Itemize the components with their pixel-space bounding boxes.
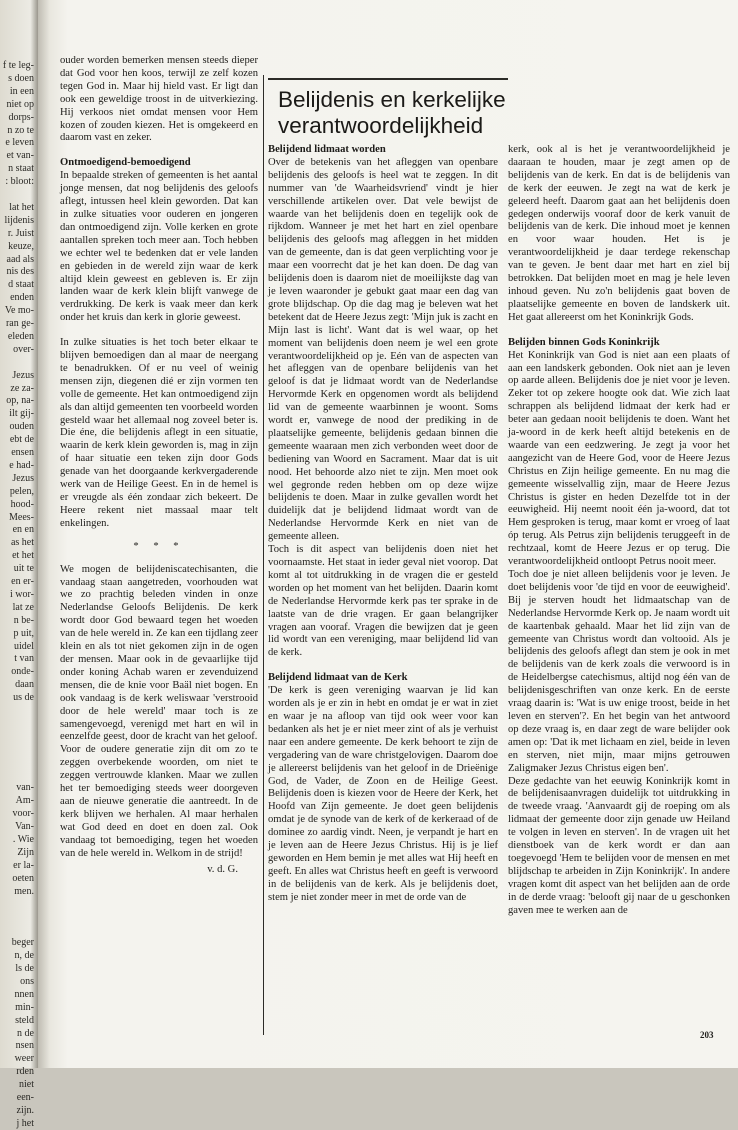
edge-text-fragment: eleden — [7, 330, 34, 342]
column-rule-left — [263, 75, 264, 1035]
edge-text-fragment: Jezus — [12, 472, 34, 484]
article-title: Belijdenis en kerkelijke verantwoordelijkheid — [278, 87, 506, 138]
paragraph: Het Koninkrijk van God is niet aan een plaats of aan een landskerk gebonden. Ook niet aan je leven op aarde alleen. Belijdenis doe je niet voor je leven. Zeker tot op zekere hoogte ook dat. Wie zich laat schrappen als belijdend lidmaat der kerk had er beter aan gedaan nooit belijdenis te doen. Want het ja-woord in de kerk heeft altijd betekenis en de waarde van een eedzwering. Je zegt ja voor het aangezicht van de Heere God, voor de Heere Jezus Christus en Zijn heilige gemeente. En nu mag die gemeente wisselvallig zijn, maar de Heere Jezus Christus is gister en heden Dezelfde tot in der eeuwigheid. Hij neemt nooit één ja-woord, dat tot Hem gesproken is terug, maar komt er vroeg of laat óp terug. Als Petrus zijn belijdenis teruggeeft in de rechtzaal, komt de Heere Jezus er op terug. Die verantwoordelijkheid ontloopt Petrus nooit meer. — [508, 349, 730, 568]
edge-text-fragment: Van- — [15, 821, 34, 833]
edge-text-fragment: r. Juist — [7, 227, 34, 239]
section-heading: Belijdend lidmaat van de Kerk — [268, 672, 408, 684]
edge-text-fragment: hood- — [10, 498, 34, 510]
edge-text-fragment: lat het — [9, 201, 34, 213]
edge-text-fragment: et van- — [6, 150, 34, 162]
section-heading: Belijden binnen Gods Koninkrijk — [508, 336, 660, 348]
edge-text-fragment: n de — [17, 1027, 34, 1039]
section-heading: Belijdend lidmaat worden — [268, 144, 386, 155]
edge-text-fragment: over- — [13, 343, 34, 355]
edge-text-fragment: Zijn — [17, 846, 34, 858]
edge-text-fragment: Ve mo- — [4, 305, 34, 317]
edge-text-fragment: en er- — [11, 576, 34, 587]
edge-text-fragment: : bloot: — [5, 176, 34, 188]
edge-text-fragment: men. — [14, 885, 34, 897]
section-heading: Ontmoedigend-bemoedigend — [60, 157, 191, 169]
edge-text-fragment: in een — [9, 85, 34, 97]
edge-text-fragment: ls de — [15, 963, 34, 974]
edge-text-fragment: ons — [20, 975, 34, 987]
edge-text-fragment: onde- — [11, 666, 34, 678]
main-page — [38, 0, 738, 1068]
edge-text-fragment: beger — [11, 937, 34, 949]
edge-text-fragment: s doen — [8, 72, 34, 84]
edge-text-fragment: ouden — [9, 421, 34, 433]
edge-text-fragment: ensen — [11, 447, 34, 458]
edge-text-fragment: as het — [10, 537, 34, 549]
edge-text-fragment: uit te — [13, 563, 34, 575]
edge-text-fragment: e had- — [9, 459, 34, 471]
edge-text-fragment: t van — [14, 653, 34, 665]
edge-text-fragment: een- — [16, 1092, 34, 1103]
paragraph: Over de betekenis van het afleggen van openbare belijdenis des geloofs is heel wat te zeggen. In dit nummer van 'de Waarheidsvriend' vindt je hier verschillende artikelen over. Dat vele bewijst de waarde van het belijdenis doen en tegelijk ook de rijkdom. Wanneer je met het hart en ziel openbare belijdenis des geloofs mag afleggen in het midden van de gemeente, dan is dat geen verplichting voor je maar een voorrecht dat je het kan doen. De dag van belijdenis doen is daarom niet de moeilijkste dag van je leven waaronder je gebukt gaat maar een dag van grote blijdschap. Op die dag mag je beleven wat het betekent dat de Heere Jezus zegt: 'Mijn juk is zacht en Mijn last is licht'. Want dat is wel waar, op het moment van belijdenis doen neem je wel een grote verantwoordelijkheid op je. Eén van de aspecten van het afleggen van de openbare belijdenis van het geloof is dat je lidmaat wordt van de Nederlandse Hervormde Kerk en opgenomen wordt als belijdend lid van de gemeente waarbinnen je woont. Soms wordt er, vanwege de nood der prediking in de plaatselijke gemeente, belijdenis gedaan binnen die gemeente waaraan men zich verbonden weet door de bediening van Woord en Sacrament. Maar dat is uit nood. Het behoorde alzo niet te zijn. Men moet ook wel gegronde reden hebben om op deze wijze belijdenis te doen. Maar in zulke gevallen wordt het duidelijk dat je belijdend lidmaat wordt van de Nederlandse Hervormde Kerk en niet van de gemeente alleen. — [268, 156, 498, 543]
edge-text-fragment: dorps- — [8, 111, 34, 123]
section-separator: * * * — [133, 540, 185, 552]
paragraph: Deze gedachte van het eeuwig Koninkrijk komt in de belijdenisaanvragen duidelijk tot uitdrukking in de tweede vraag. 'Aanvaardt gij de roeping om als lidmaat der gemeente door zijn genade uw Heiland te volgen in leven en sterven'. In de vragen uit het dienstboek van de kerk wordt er dan aan toegevoegd 'Hem te belijden voor de mensen en met blijdschap te arbeiden in Zijn Koninkrijk'. In andere vragen komt dit aspect van het belijden aan de orde in de derde vraag: 'belooft gij naar de u geschonken gaven mee te werken aan de — [508, 775, 730, 916]
edge-text-fragment: van- — [16, 782, 34, 794]
edge-text-fragment: enden — [10, 292, 34, 304]
edge-text-fragment: rden — [16, 1066, 34, 1078]
edge-text-fragment: op, na- — [6, 395, 34, 407]
edge-text-fragment: Am- — [15, 795, 34, 807]
edge-text-fragment: lat ze — [12, 601, 34, 613]
paragraph: Voor de oudere generatie zijn dit om zo te zeggen overbekende woorden, om niet te zeggen vertrouwde klanken. Maar we zullen het ter bemoediging steeds weer doorgeven aan de nieuwe generatie die aantreedt. In de kerk blijven we herhalen. Al maar herhalen wat God deed en doet en doen zal. Ook vandaag tot bemoediging, tegen het woeden van de hele wereld in. Welkom in de strijd! — [60, 744, 258, 859]
edge-text-fragment: weer — [14, 1053, 34, 1065]
author-signature: v. d. G. — [207, 864, 238, 876]
paragraph: Toch doe je niet alleen belijdenis voor je leven. Je doet belijdenis voor 'de tijd en voor de eeuwigheid'. Bij je sterven houdt het lidmaatschap van de Nederlandse Hervormde Kerk op. Je naam wordt uit de kaartenbak gehaald. Maar het lid zijn van de gemeente van Christus wordt dan voltooid. Als je belijdenis des geloofs aflegt dan stem je ook in met de belijdenis van de kerk zoals die verwoord is in de Heidelbergse catechismus, altijd nog één van de belijdenisgeschriften van onze kerk. En de eerste vraag daarin is: 'Wat is uw enige troost, beide in het leven en sterven'?. En het begin van het antwoord op deze vraag is, en daar zegt de ware belijder ook amen op: 'Dat ik met lichaam en ziel, beide in leven en sterven, niet mijn, maar mijns getrouwen Zaligmaker Jezus Christus eigen ben'. — [508, 569, 730, 774]
edge-text-fragment: ilt gij- — [9, 408, 34, 420]
edge-text-fragment: lijdenis — [4, 214, 34, 226]
edge-text-fragment: e leven — [5, 137, 34, 149]
edge-text-fragment: n be- — [13, 614, 34, 626]
edge-text-fragment: n, de — [14, 950, 34, 962]
paragraph: kerk, ook al is het je verantwoordelijkheid je daaraan te houden, maar je zegt amen op de belijdenis van de kerk. En dat is de belijdenis van de kerk der eeuwen. Je zegt na wat de kerk je geleerd heeft. Daarom gaat aan het belijdenis doen gedegen onderwijs vooraf door de kerk vanuit de belijdenis van de kerk. Die inhoud moet je kennen en voor waar houden. Het is je verantwoordelijkheid je daar terdege rekenschap van te geven. Je bent daar met hart en ziel bij betrokken. Dat belijden moet en mag je hele leven inhoud geven. Nu zo'n belijdenis gaat boven de plaatselijke gemeente en boven de landskerk uit. Het gaat allereerst om het Koninkrijk Gods. — [508, 144, 730, 323]
edge-text-fragment: ran ge- — [5, 318, 34, 329]
edge-text-fragment: en en — [12, 524, 34, 536]
edge-text-fragment: Mees- — [9, 511, 34, 523]
edge-text-fragment: i wor- — [10, 588, 34, 600]
edge-text-fragment: nnen — [14, 988, 34, 1000]
paragraph: In bepaalde streken of gemeenten is het aantal jonge mensen, dat nog belijdenis des geloofs aflegt, intussen heel klein geworden. Dat kan in zulke situaties voor ouderen en jongeren dan ontmoedigend zijn. Volle kerken en grote aantallen spreken toch meer aan. Toch hebben we echter wel te bedenken dat er vele landen en gebieden in de wereld zijn waar de kerk altijd klein geweest en gebleven is. Er zijn landen waar de kerk klein blijft vanwege de verdrukking. De kerk is vaak meer dan kerk onder het kruis dan kerk in glorie geweest. — [60, 170, 258, 324]
edge-text-fragment: zijn. — [16, 1104, 34, 1116]
paragraph: In zulke situaties is het toch beter elkaar te blijven bemoedigen dan al maar de neergang te benadrukken. Of er nu veel of weinig mensen zijn, diegenen dié er zijn vormen ten volle de gemeente. Het kan ontmoedigend zijn als dan altijd gemeenten ten voorbeeld worden gesteld waar het allemaal nog zoveel beter is. Die éne, die belijdenis aflegt in een situatie, waarin de kerk klein geworden is, mag in zijn of haar situatie een teken zijn door Gods genade van het doorgaande kerkvergaderende werk van de Heilige Geest. En in de hemel is er vreugde als één zondaar zich bekeert. De Heere rekent niet massaal maar telt enkelingen. — [60, 337, 258, 529]
column-middle — [268, 144, 498, 905]
edge-text-fragment: ze za- — [10, 382, 34, 394]
edge-text-fragment: nsen — [15, 1040, 34, 1052]
edge-text-fragment: uidel — [14, 640, 34, 652]
edge-text-fragment: steld — [15, 1014, 34, 1026]
page-number: 203 — [700, 1030, 714, 1040]
edge-text-fragment: niet op — [6, 98, 34, 110]
edge-text-fragment: min- — [15, 1001, 34, 1013]
paragraph: 'De kerk is geen vereniging waarvan je lid kan worden als je er zin in hebt en omdat je er wat in ziet en waar je na afloop van tijd ook weer voor kan bedanken als het je er niet meer zint of als je verhuist naar een andere gemeente. De kerk behoort te zijn de vergadering van de ware christgelovigen. Daarom doe je allereerst belijdenis van het geloof in de Drieënige God, de Vader, de Zoon en de Heilige Geest. Belijdenis doen is kiezen voor de Heere der Kerk, het Hoofd van Zijn gemeente. Je doet geen belijdenis omdat je de synode van de kerk of de kerkeraad of de dominee zo aardig vindt. Neen, je verpandt je hart en je leven aan de Heere Jezus Christus. Hij is je lief geworden en Hem bemin je met alles wat Hij heeft en geeft. En alles wat Christus heeft en geeft is verwoord in de belijdenis van de kerk. Als je belijdenis doet, stem je niet zonder meer in met de orde van de — [268, 685, 498, 903]
column-left — [60, 55, 258, 877]
edge-text-fragment: er la- — [13, 859, 34, 871]
paragraph: We mogen de belijdeniscatechisanten, die vandaag staan aangetreden, voorhouden wat we zo prachtig beleden vinden in onze Nederlandse Geloofs Belijdenis. De kerk wordt door God bewaard tegen het woeden van de hele wereld in. Ze kan een tijdlang zeer klein en als tot niet gekomen zijn in de ogen der mensen. Maar ook in de gevaarlijke tijd onder koning Achab waren er zevenduizend mensen, die de knie voor Baäl niet bogen. En ook vandaag is de kerk weliswaar 'verstrooid door de hele wereld' maar toch is ze samengevoegd, verenigd met hart en wil in eenzelfde geest, door de kracht van het geloof. — [60, 563, 258, 743]
edge-text-fragment: f te leg- — [2, 60, 34, 71]
edge-text-fragment: aad als — [6, 253, 34, 265]
edge-text-fragment: oeten — [12, 872, 34, 884]
edge-text-fragment: niet — [19, 1079, 34, 1091]
edge-text-fragment: n zo te — [7, 124, 34, 136]
column-right — [508, 144, 730, 917]
edge-text-fragment: daan — [15, 679, 34, 691]
edge-text-fragment: voor- — [12, 808, 34, 820]
edge-text-fragment: d staat — [8, 279, 34, 291]
edge-text-fragment: p uit, — [13, 627, 34, 639]
edge-text-fragment: Jezus — [12, 369, 34, 381]
edge-text-fragment: ebt de — [9, 434, 34, 446]
edge-text-fragment: j het — [16, 1117, 34, 1129]
intro-paragraph: ouder worden bemerken mensen steeds dieper dat God voor hen koos, terwijl ze zelf kozen tegen God in. Maar hij hield vast. Er ligt dan ook een geweldige troost in de uitverkiezing. Hij verkoos niet omdat mensen voor Hem kozen of zouden kiezen. Het is omgekeerd en daarom vast en zeker. — [60, 55, 258, 144]
title-rule — [268, 78, 508, 80]
edge-text-fragment: nis des — [6, 266, 34, 278]
paragraph: Toch is dit aspect van belijdenis doen niet het voornaamste. Het staat in ieder geval niet voorop. Dat komt al tot uitdrukking in de vragen die er gesteld worden op het moment van het belijden. Daarin komt de Nederlandse Hervormde kerk pas ter sprake in de laatste van de drie vragen. Er gaan belangrijker vragen aan vooraf. Vragen die bewijzen dat je geen lid wordt van een vereniging, maar belijdend lid van de kerk. — [268, 544, 498, 659]
edge-text-fragment: pelen, — [9, 485, 34, 497]
edge-text-fragment: et het — [12, 550, 34, 562]
previous-page-edge — [0, 0, 38, 1129]
edge-text-fragment: us de — [13, 692, 34, 704]
edge-text-fragment: n staat — [8, 163, 34, 175]
edge-text-fragment: . Wie — [12, 834, 34, 845]
edge-text-fragment: keuze, — [8, 240, 34, 252]
